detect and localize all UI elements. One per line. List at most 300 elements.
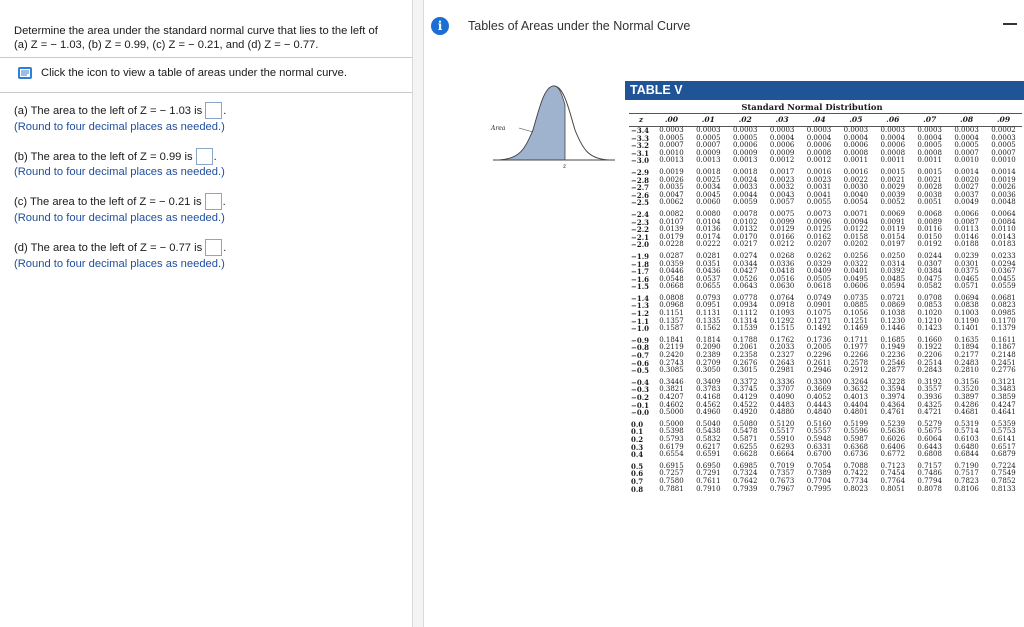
area-cell: 0.0314 <box>880 259 906 268</box>
area-cell: 0.0044 <box>732 190 758 199</box>
area-cell: 0.0951 <box>696 301 721 310</box>
area-cell: 0.7549 <box>991 469 1016 478</box>
area-cell: 0.1711 <box>843 335 869 344</box>
z-value-cell: −1.8 <box>631 259 650 269</box>
area-cell: 0.0035 <box>659 183 684 192</box>
minimize-icon[interactable] <box>1003 23 1017 25</box>
area-cell: 0.0013 <box>732 156 758 165</box>
area-cell: 0.7486 <box>917 469 942 478</box>
area-cell: 0.0011 <box>880 156 906 165</box>
area-cell: 0.0008 <box>806 148 832 157</box>
area-cell: 0.8133 <box>991 484 1016 493</box>
area-cell: 0.4013 <box>843 393 869 401</box>
area-cell: 0.0094 <box>843 217 869 226</box>
area-cell: 0.0594 <box>880 282 906 291</box>
area-cell: 0.1611 <box>991 335 1016 344</box>
area-cell: 0.6985 <box>732 461 758 470</box>
area-cell: 0.0016 <box>806 167 832 176</box>
area-cell: 0.1401 <box>954 324 979 333</box>
area-cell: 0.3632 <box>843 385 869 394</box>
area-cell: 0.0005 <box>917 141 942 150</box>
area-cell: 0.0091 <box>880 217 906 226</box>
area-cell: 0.0375 <box>954 267 979 276</box>
z-table-header-cell: .00 <box>653 114 690 127</box>
area-cell: 0.0918 <box>769 301 795 310</box>
area-cell: 0.0287 <box>659 251 684 260</box>
area-cell: 0.1736 <box>806 335 832 344</box>
z-value-cell: −3.2 <box>631 141 650 151</box>
area-cell: 0.0043 <box>769 190 795 199</box>
area-cell: 0.1151 <box>659 309 684 318</box>
area-cell: 0.2005 <box>806 343 832 352</box>
area-cell: 0.0537 <box>696 274 721 283</box>
area-cell: 0.6141 <box>991 434 1016 443</box>
area-cell: 0.0749 <box>806 293 832 302</box>
area-cell: 0.6628 <box>732 450 758 459</box>
area-cell: 0.6406 <box>880 442 906 451</box>
table-row <box>629 241 1022 249</box>
table-row <box>629 486 1022 494</box>
area-cell: 0.0023 <box>769 175 795 184</box>
z-value-cell: 0.1 <box>631 427 644 437</box>
area-cell: 0.3085 <box>659 366 684 375</box>
area-cell: 0.2389 <box>696 351 721 360</box>
area-cell: 0.0418 <box>769 267 795 276</box>
area-cell: 0.0228 <box>659 240 684 249</box>
question-a: (a) The area to the left of Z = − 1.03 is . <box>14 102 226 119</box>
area-cell: 0.3446 <box>659 377 684 386</box>
area-cell: 0.1210 <box>917 316 942 325</box>
z-value-cell: −3.0 <box>631 156 650 166</box>
area-cell: 0.0793 <box>696 293 721 302</box>
area-cell: 0.0336 <box>769 259 795 268</box>
area-cell: 0.1112 <box>732 309 758 318</box>
area-cell: 0.0409 <box>806 267 832 276</box>
area-cell: 0.4168 <box>696 393 721 401</box>
area-cell: 0.0010 <box>659 148 684 157</box>
area-cell: 0.0012 <box>806 156 832 165</box>
area-cell: 0.4562 <box>696 400 721 409</box>
area-cell: 0.7673 <box>769 476 795 485</box>
info-icon: i <box>431 17 449 35</box>
area-cell: 0.0003 <box>732 126 758 134</box>
area-cell: 0.0548 <box>659 274 684 283</box>
area-cell: 0.0066 <box>954 209 979 218</box>
area-cell: 0.0968 <box>659 301 684 310</box>
area-cell: 0.0031 <box>806 183 832 192</box>
area-cell: 0.0104 <box>696 217 721 226</box>
area-cell: 0.1314 <box>732 316 758 325</box>
area-cell: 0.5438 <box>696 427 721 436</box>
area-cell: 0.4721 <box>917 408 942 417</box>
area-cell: 0.0003 <box>659 126 684 134</box>
area-cell: 0.1562 <box>696 324 721 333</box>
area-cell: 0.0008 <box>880 148 906 157</box>
area-cell: 0.0934 <box>732 301 758 310</box>
area-cell: 0.0013 <box>696 156 721 165</box>
z-value-cell: −2.7 <box>631 183 650 193</box>
area-cell: 0.0110 <box>991 225 1016 234</box>
area-cell: 0.7517 <box>954 469 979 478</box>
problem-line-1: Determine the area under the standard normal curve that lies to the left of <box>14 25 378 37</box>
area-cell: 0.0005 <box>659 133 684 142</box>
area-cell: 0.0041 <box>806 190 832 199</box>
area-cell: 0.4364 <box>880 400 906 409</box>
question-a-hint: (Round to four decimal places as needed.) <box>14 121 225 133</box>
area-cell: 0.6591 <box>696 450 721 459</box>
area-cell: 0.0015 <box>917 167 942 176</box>
z-table-header-cell: .03 <box>764 114 801 127</box>
area-cell: 0.7257 <box>659 469 684 478</box>
area-cell: 0.7794 <box>917 476 942 485</box>
z-value-cell: −1.2 <box>631 309 650 319</box>
area-cell: 0.0021 <box>917 175 942 184</box>
area-cell: 0.1056 <box>843 309 869 318</box>
area-cell: 0.4443 <box>806 400 832 409</box>
area-cell: 0.7019 <box>769 461 795 470</box>
area-cell: 0.1271 <box>806 316 832 325</box>
z-table-header-cell: .02 <box>727 114 764 127</box>
area-cell: 0.0256 <box>843 251 869 260</box>
area-cell: 0.6217 <box>696 442 721 451</box>
area-cell: 0.3483 <box>991 385 1016 394</box>
area-cell: 0.0262 <box>806 251 832 260</box>
z-value-cell: −2.0 <box>631 240 650 250</box>
area-cell: 0.5948 <box>806 434 832 443</box>
z-value-cell: −2.5 <box>631 198 650 208</box>
area-cell: 0.3156 <box>954 377 979 386</box>
area-cell: 0.7910 <box>696 484 721 493</box>
area-cell: 0.7704 <box>806 476 832 485</box>
area-cell: 0.4129 <box>732 393 758 401</box>
area-cell: 0.4522 <box>732 400 758 409</box>
area-cell: 0.0202 <box>843 240 869 249</box>
table-caption: Standard Normal Distribution <box>741 102 883 112</box>
area-cell: 0.3936 <box>917 393 942 401</box>
area-cell: 0.0274 <box>732 251 758 260</box>
area-cell: 0.0102 <box>732 217 758 226</box>
table-label: TABLE V <box>625 81 1024 100</box>
area-cell: 0.0004 <box>843 133 869 142</box>
area-cell: 0.0013 <box>659 156 684 165</box>
area-cell: 0.0392 <box>880 267 906 276</box>
area-cell: 0.0004 <box>880 133 906 142</box>
area-cell: 0.4090 <box>769 393 795 401</box>
area-cell: 0.7224 <box>991 461 1016 470</box>
separator <box>0 92 412 93</box>
area-cell: 0.7881 <box>659 484 684 493</box>
area-cell: 0.3745 <box>732 385 758 394</box>
z-label: z <box>563 163 567 170</box>
area-cell: 0.0322 <box>843 259 869 268</box>
question-b-hint: (Round to four decimal places as needed.) <box>14 166 225 178</box>
area-cell: 0.0052 <box>880 198 906 207</box>
area-cell: 0.5239 <box>880 419 906 428</box>
area-cell: 0.5987 <box>843 434 869 443</box>
area-cell: 0.2451 <box>991 358 1016 367</box>
area-cell: 0.0025 <box>696 175 721 184</box>
area-cell: 0.0006 <box>806 141 832 150</box>
table-row <box>629 249 1022 261</box>
table-pane <box>425 0 1024 627</box>
area-cell: 0.1446 <box>880 324 906 333</box>
area-cell: 0.1230 <box>880 316 906 325</box>
table-row <box>629 325 1022 333</box>
z-value-cell: 0.2 <box>631 434 644 444</box>
area-cell: 0.2420 <box>659 351 684 360</box>
area-cell: 0.0062 <box>659 198 684 207</box>
z-table-header-cell: .04 <box>801 114 838 127</box>
area-cell: 0.0136 <box>696 225 721 234</box>
area-cell: 0.0007 <box>696 141 721 150</box>
area-cell: 0.3557 <box>917 385 942 394</box>
area-cell: 0.0384 <box>917 267 942 276</box>
area-cell: 0.1379 <box>991 324 1016 333</box>
question-d-hint: (Round to four decimal places as needed.) <box>14 258 225 270</box>
z-table-header-cell: z <box>629 114 653 127</box>
answer-a-input[interactable] <box>205 102 222 119</box>
area-cell: 0.0475 <box>917 274 942 283</box>
area-cell: 0.6808 <box>917 450 942 459</box>
answer-d-input[interactable] <box>205 239 222 256</box>
area-cell: 0.1894 <box>954 343 979 352</box>
area-cell: 0.0019 <box>659 167 684 176</box>
area-cell: 0.5000 <box>659 419 684 428</box>
area-cell: 0.0143 <box>991 232 1016 241</box>
area-cell: 0.1335 <box>696 316 721 325</box>
area-cell: 0.1635 <box>954 335 979 344</box>
area-cell: 0.1867 <box>991 343 1016 352</box>
area-cell: 0.0005 <box>991 141 1016 150</box>
area-cell: 0.4960 <box>696 408 721 417</box>
area-cell: 0.6554 <box>659 450 684 459</box>
area-cell: 0.3336 <box>769 377 795 386</box>
area-cell: 0.0039 <box>880 190 906 199</box>
area-cell: 0.5793 <box>659 434 684 443</box>
area-cell: 0.0526 <box>732 274 758 283</box>
area-cell: 0.0183 <box>991 240 1016 249</box>
area-cell: 0.0250 <box>880 251 906 260</box>
table-row <box>629 409 1022 417</box>
z-value-cell: −0.3 <box>631 385 650 395</box>
area-cell: 0.3897 <box>954 393 979 401</box>
area-cell: 0.0005 <box>732 133 758 142</box>
area-cell: 0.1292 <box>769 316 795 325</box>
area-cell: 0.0485 <box>880 274 906 283</box>
area-cell: 0.0268 <box>769 251 795 260</box>
area-cell: 0.0007 <box>659 141 684 150</box>
answer-c-input[interactable] <box>205 193 222 210</box>
area-cell: 0.0049 <box>954 198 979 207</box>
area-cell: 0.2119 <box>659 343 684 352</box>
area-cell: 0.1587 <box>659 324 684 333</box>
area-cell: 0.2611 <box>806 358 832 367</box>
area-cell: 0.4286 <box>954 400 979 409</box>
area-cell: 0.0099 <box>769 217 795 226</box>
area-cell: 0.0212 <box>769 240 795 249</box>
area-cell: 0.0571 <box>954 282 979 291</box>
area-cell: 0.6026 <box>880 434 906 443</box>
area-cell: 0.7389 <box>806 469 832 478</box>
area-cell: 0.0003 <box>843 126 869 134</box>
area-cell: 0.5596 <box>843 427 869 436</box>
area-cell: 0.3264 <box>843 377 869 386</box>
area-cell: 0.2912 <box>843 366 869 375</box>
area-cell: 0.5398 <box>659 427 684 436</box>
area-cell: 0.5120 <box>769 419 795 428</box>
area-cell: 0.7852 <box>991 476 1016 485</box>
area-cell: 0.0051 <box>917 198 942 207</box>
area-cell: 0.0721 <box>880 293 906 302</box>
area-cell: 0.0068 <box>917 209 942 218</box>
area-cell: 0.1038 <box>880 309 906 318</box>
z-value-cell: −2.1 <box>631 232 650 242</box>
area-cell: 0.0026 <box>659 175 684 184</box>
area-cell: 0.1762 <box>769 335 795 344</box>
z-value-cell: −1.6 <box>631 274 650 284</box>
z-table-header-cell: .05 <box>837 114 874 127</box>
area-cell: 0.0027 <box>954 183 979 192</box>
area-cell: 0.0113 <box>954 225 979 234</box>
area-cell: 0.1075 <box>806 309 832 318</box>
area-cell: 0.3783 <box>696 385 721 394</box>
area-cell: 0.0359 <box>659 259 684 268</box>
area-cell: 0.0016 <box>843 167 869 176</box>
table-link-row <box>17 65 347 81</box>
area-cell: 0.0853 <box>917 301 942 310</box>
area-cell: 0.3707 <box>769 385 795 394</box>
area-cell: 0.5040 <box>696 419 721 428</box>
area-cell: 0.2743 <box>659 358 684 367</box>
question-c: (c) The area to the left of Z = − 0.21 is . <box>14 193 226 210</box>
area-cell: 0.6950 <box>696 461 721 470</box>
area-cell: 0.2033 <box>769 343 795 352</box>
area-cell: 0.0003 <box>917 126 942 134</box>
area-cell: 0.7324 <box>732 469 758 478</box>
area-cell: 0.2296 <box>806 351 832 360</box>
area-cell: 0.5080 <box>732 419 758 428</box>
area-cell: 0.1922 <box>917 343 942 352</box>
area-cell: 0.7764 <box>880 476 906 485</box>
area-cell: 0.1190 <box>954 316 979 325</box>
area-cell: 0.0009 <box>696 148 721 157</box>
z-value-cell: −1.4 <box>631 293 650 303</box>
area-cell: 0.0073 <box>806 209 832 218</box>
area-cell: 0.0005 <box>696 133 721 142</box>
z-value-cell: −2.3 <box>631 217 650 227</box>
pane-divider[interactable] <box>412 0 424 627</box>
area-cell: 0.1357 <box>659 316 684 325</box>
area-cell: 0.7357 <box>769 469 795 478</box>
z-value-cell: −1.3 <box>631 301 650 311</box>
area-cell: 0.0668 <box>659 282 684 291</box>
z-value-cell: 0.8 <box>631 484 644 494</box>
area-cell: 0.0005 <box>954 141 979 150</box>
area-cell: 0.0735 <box>843 293 869 302</box>
area-cell: 0.2843 <box>917 366 942 375</box>
area-cell: 0.0694 <box>954 293 979 302</box>
area-cell: 0.0010 <box>991 156 1016 165</box>
area-cell: 0.7088 <box>843 461 869 470</box>
area-cell: 0.4602 <box>659 400 684 409</box>
question-pane <box>0 0 412 627</box>
area-cell: 0.3015 <box>732 366 758 375</box>
answer-b-input[interactable] <box>196 148 213 165</box>
z-value-cell: −0.9 <box>631 335 650 345</box>
area-cell: 0.0901 <box>806 301 832 310</box>
z-table-header-cell: .07 <box>911 114 948 127</box>
area-cell: 0.0024 <box>732 175 758 184</box>
area-cell: 0.0014 <box>954 167 979 176</box>
area-cell: 0.0089 <box>917 217 942 226</box>
area-cell: 0.0244 <box>917 251 942 260</box>
z-table-header-cell: .06 <box>874 114 911 127</box>
area-cell: 0.0023 <box>806 175 832 184</box>
area-cell: 0.0307 <box>917 259 942 268</box>
z-value-cell: 0.5 <box>631 461 644 471</box>
question-a-label: (a) The area to the left of Z = − 1.03 is <box>14 104 203 117</box>
area-cell: 0.0017 <box>769 167 795 176</box>
z-value-cell: 0.3 <box>631 442 644 452</box>
z-table <box>629 113 1022 493</box>
area-cell: 0.1841 <box>659 335 684 344</box>
area-cell: 0.0003 <box>954 126 979 134</box>
z-value-cell: −2.8 <box>631 175 650 185</box>
area-cell: 0.2877 <box>880 366 906 375</box>
z-value-cell: −0.5 <box>631 366 650 376</box>
area-cell: 0.0007 <box>991 148 1016 157</box>
z-value-cell: −2.9 <box>631 167 650 177</box>
book-icon[interactable] <box>17 65 33 81</box>
area-cell: 0.5279 <box>917 419 942 428</box>
z-table-header <box>629 114 1022 127</box>
area-cell: 0.0045 <box>696 190 721 199</box>
area-cell: 0.0222 <box>696 240 721 249</box>
area-cell: 0.0040 <box>843 190 869 199</box>
area-cell: 0.0207 <box>806 240 832 249</box>
z-value-cell: −0.7 <box>631 351 650 361</box>
area-cell: 0.7054 <box>806 461 832 470</box>
problem-line-2: (a) Z = − 1.03, (b) Z = 0.99, (c) Z = − 0.21, and (d) Z = − 0.77. <box>14 39 319 51</box>
table-row <box>629 165 1022 177</box>
area-cell: 0.0055 <box>806 198 832 207</box>
area-cell: 0.0036 <box>991 190 1016 199</box>
area-cell: 0.2546 <box>880 358 906 367</box>
area-cell: 0.3372 <box>732 377 758 386</box>
area-cell: 0.1469 <box>843 324 869 333</box>
area-cell: 0.1685 <box>880 335 906 344</box>
area-cell: 0.7642 <box>732 476 758 485</box>
area-cell: 0.0170 <box>732 232 758 241</box>
area-cell: 0.0071 <box>843 209 869 218</box>
area-cell: 0.0060 <box>696 198 721 207</box>
area-cell: 0.0401 <box>843 267 869 276</box>
normal-curve-figure <box>489 80 619 170</box>
area-cell: 0.6255 <box>732 442 758 451</box>
area-cell: 0.0582 <box>917 282 942 291</box>
z-value-cell: −0.6 <box>631 358 650 368</box>
area-cell: 0.0084 <box>991 217 1016 226</box>
area-cell: 0.0006 <box>843 141 869 150</box>
area-cell: 0.0132 <box>732 225 758 234</box>
area-cell: 0.0026 <box>991 183 1016 192</box>
area-cell: 0.0885 <box>843 301 869 310</box>
area-cell: 0.1949 <box>880 343 906 352</box>
area-cell: 0.0427 <box>732 267 758 276</box>
area-cell: 0.1539 <box>732 324 758 333</box>
area-cell: 0.0281 <box>696 251 721 260</box>
area-cell: 0.0003 <box>696 126 721 134</box>
